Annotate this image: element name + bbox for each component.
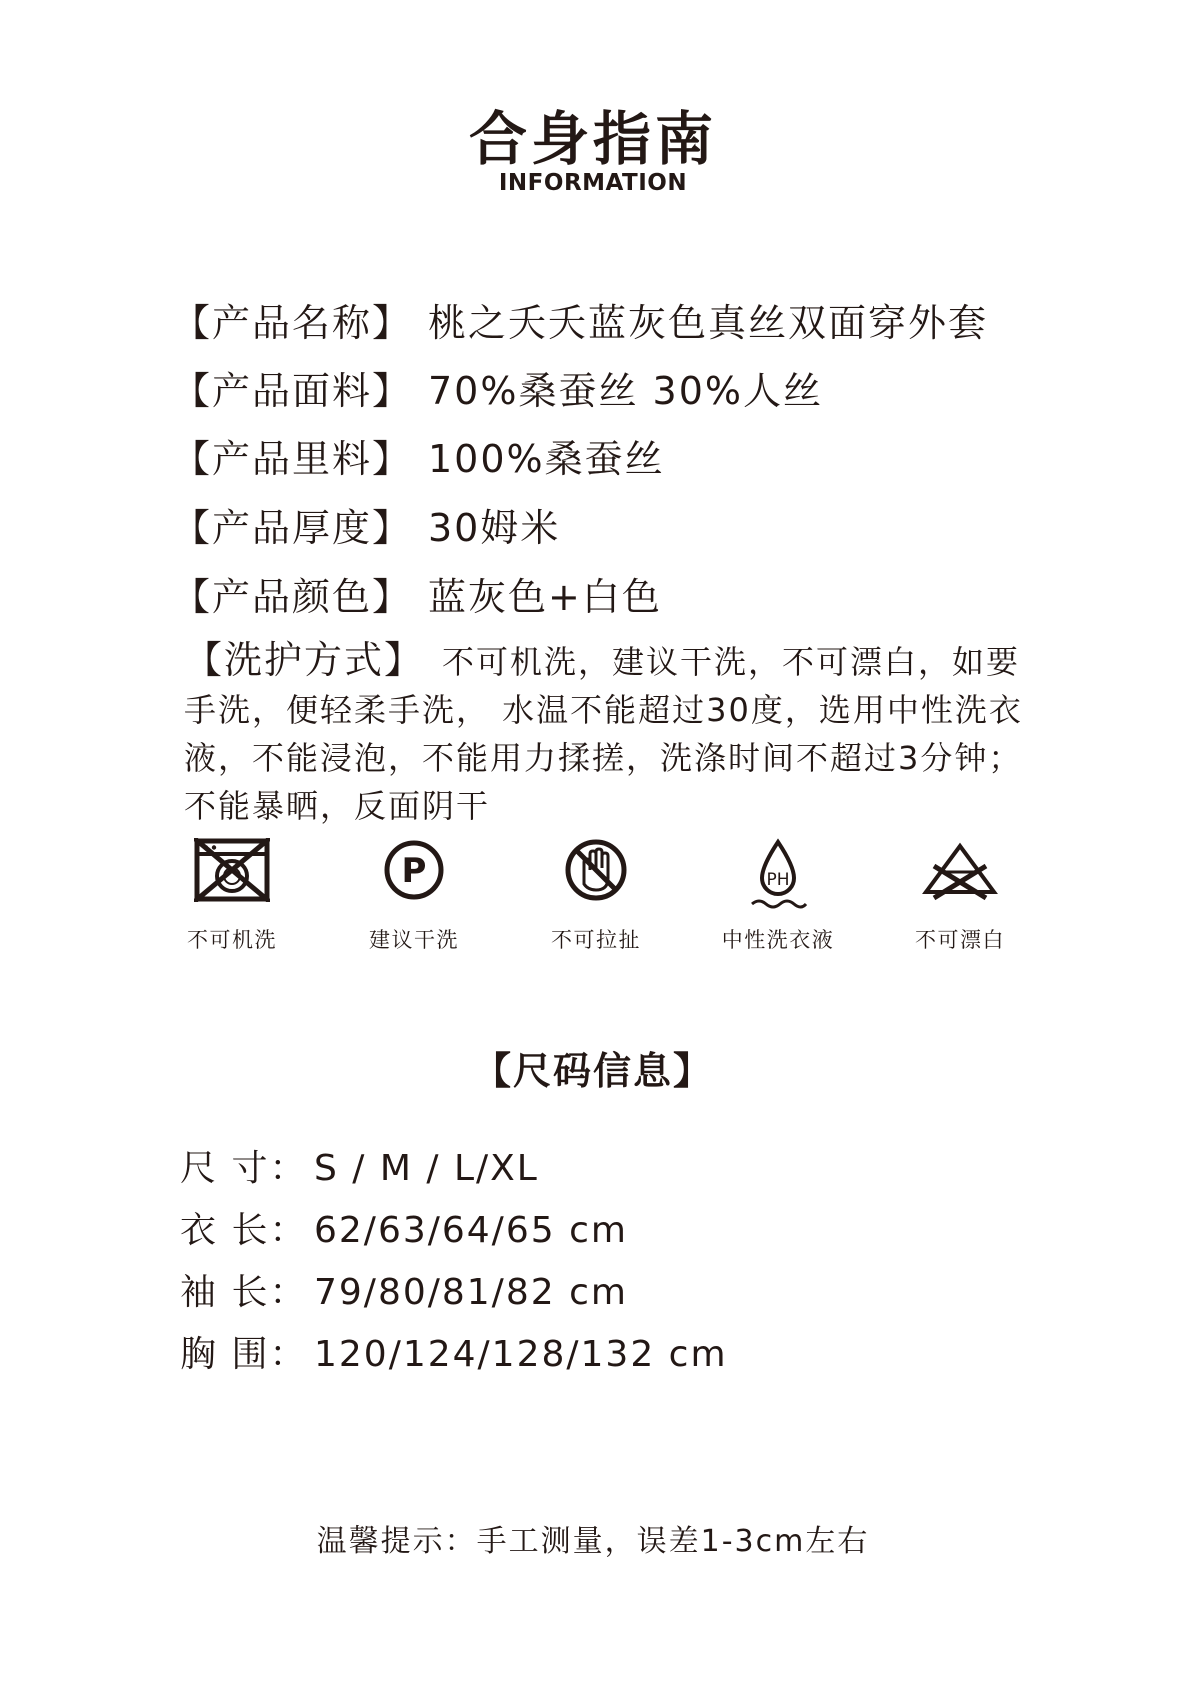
measurement-tip: 温馨提示：手工测量，误差1-3cm左右 <box>316 1524 870 1559</box>
no-machine-wash-icon <box>194 838 270 902</box>
care-icon-dry-clean <box>324 838 504 954</box>
care-instructions <box>184 636 1024 830</box>
sleeve-value: 79/80/81/82 cm <box>314 1272 628 1313</box>
product-lining-value: 100%桑蚕丝 <box>428 437 665 481</box>
chest-value: 120/124/128/132 cm <box>314 1334 728 1375</box>
size-label: 尺 寸： <box>180 1148 308 1189</box>
svg-text:PH: PH <box>766 870 790 890</box>
product-thickness-row <box>172 497 560 552</box>
product-color-value: 蓝灰色+白色 <box>428 575 662 619</box>
care-icon-ph-neutral <box>688 838 868 954</box>
product-fabric-row <box>172 360 823 415</box>
chest-label: 胸 围： <box>180 1334 308 1375</box>
care-icon-no-machine-wash <box>142 838 322 954</box>
care-icon-caption: 建议干洗 <box>369 928 459 952</box>
product-name-row <box>172 292 988 347</box>
product-color-label: 【产品颜色】 <box>172 575 413 619</box>
care-icon-no-pull <box>506 838 686 954</box>
product-fabric-value: 70%桑蚕丝 30%人丝 <box>428 369 824 413</box>
product-fabric-label: 【产品面料】 <box>172 369 413 413</box>
product-lining-row <box>172 428 665 483</box>
size-value: S / M / L/XL <box>314 1148 539 1189</box>
care-icon-caption: 不可漂白 <box>915 928 1005 952</box>
care-icon-no-bleach <box>870 838 1050 954</box>
ph-neutral-detergent-icon <box>740 838 816 914</box>
product-name-value: 桃之夭夭蓝灰色真丝双面穿外套 <box>428 301 989 345</box>
page-title: 合身指南 <box>468 105 717 173</box>
product-color-row <box>172 566 662 621</box>
page-subtitle: INFORMATION <box>498 170 688 196</box>
no-pull-icon <box>558 838 634 902</box>
no-bleach-icon <box>920 838 1000 902</box>
size-row <box>180 1140 539 1191</box>
dry-clean-icon <box>376 838 452 902</box>
care-icon-caption: 不可机洗 <box>187 928 277 952</box>
length-value: 62/63/64/65 cm <box>314 1210 628 1251</box>
care-icon-caption: 中性洗衣液 <box>721 928 835 952</box>
size-info-heading: 【尺码信息】 <box>472 1049 713 1093</box>
sleeve-label: 袖 长： <box>180 1272 308 1313</box>
care-label: 【洗护方式】 <box>184 638 425 682</box>
care-icon-caption: 不可拉扯 <box>551 928 641 952</box>
sleeve-row <box>180 1264 628 1315</box>
product-thickness-label: 【产品厚度】 <box>172 506 413 550</box>
product-name-label: 【产品名称】 <box>172 301 413 345</box>
product-thickness-value: 30姆米 <box>428 506 561 550</box>
chest-row <box>180 1326 728 1377</box>
product-lining-label: 【产品里料】 <box>172 437 413 481</box>
care-text: 不可机洗，建议干洗，不可漂白，如要手洗，便轻柔手洗， 水温不能超过30度，选用中性洗衣液，不能浸泡，不能用力揉搓，洗涤时间不超过3分钟；不能暴晒，反面阴干 <box>184 643 1023 825</box>
length-row <box>180 1202 628 1253</box>
length-label: 衣 长： <box>180 1210 308 1251</box>
dry-clean-letter: P <box>401 851 427 891</box>
